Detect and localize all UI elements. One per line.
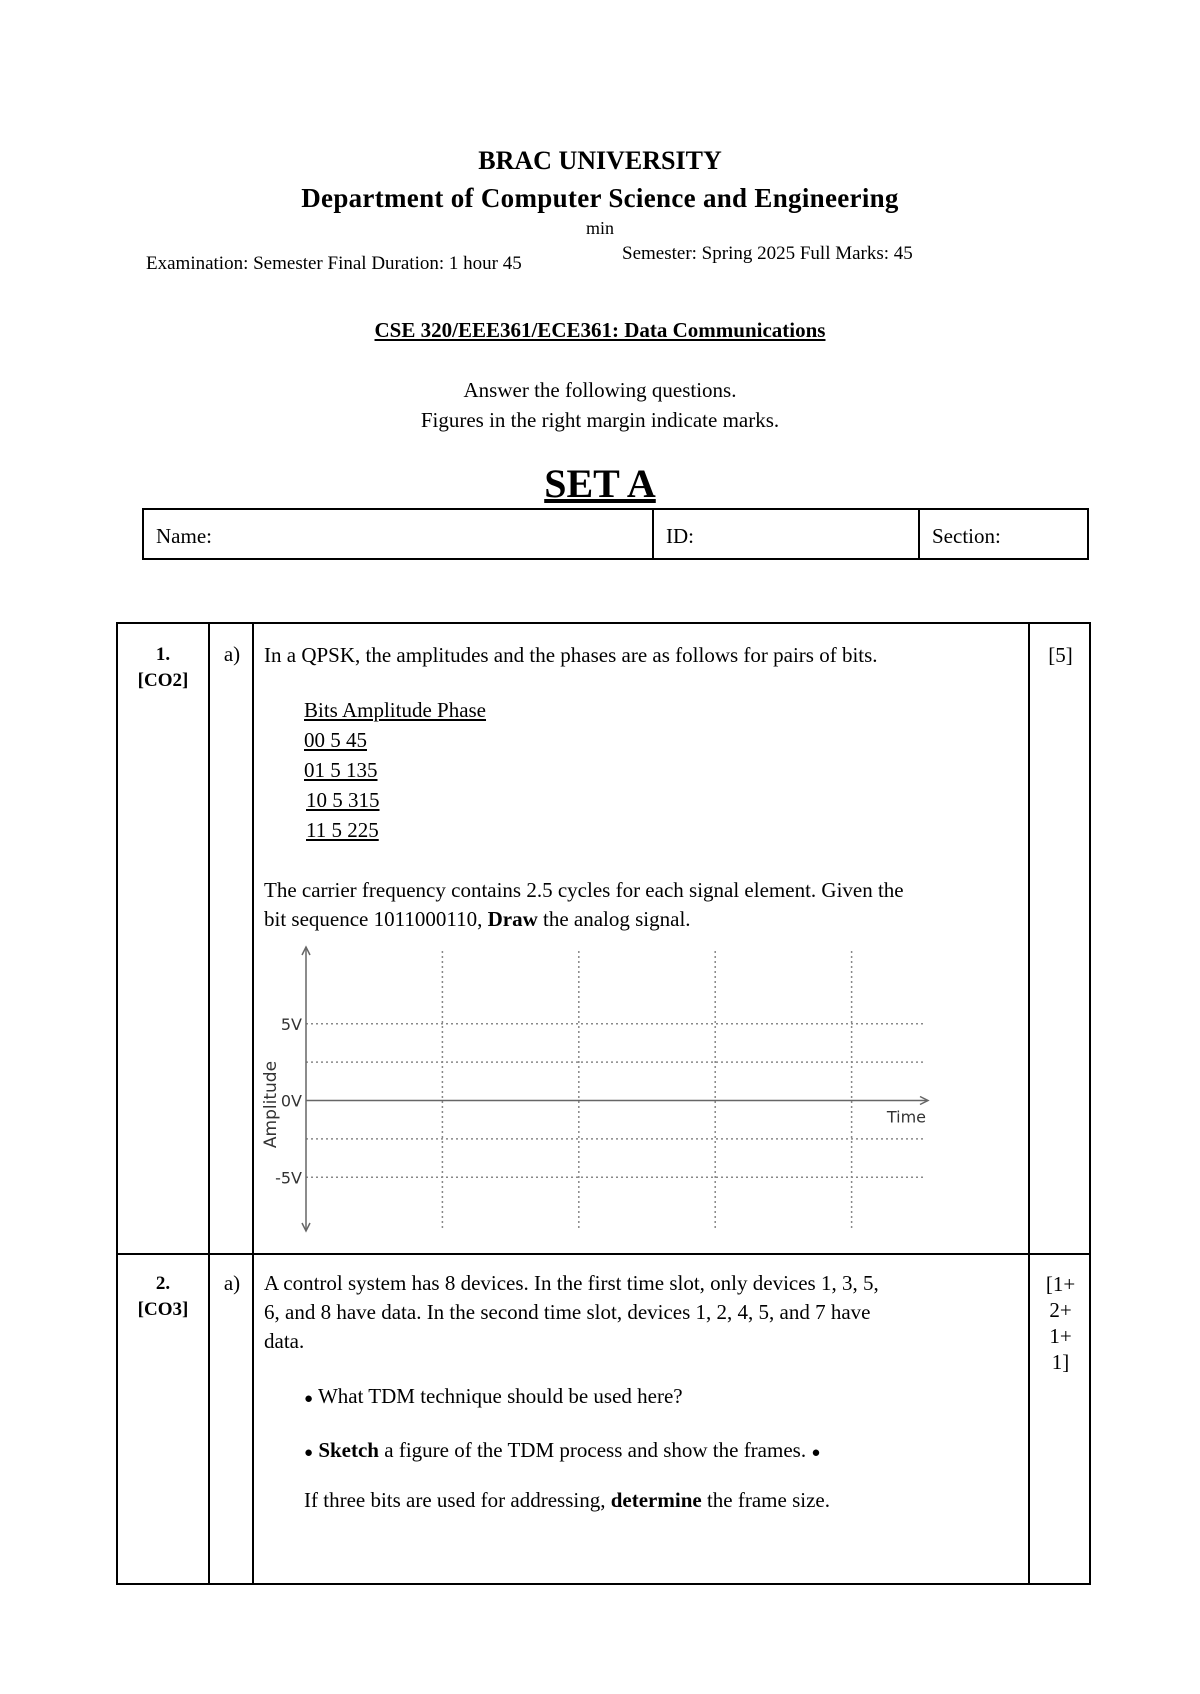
name-label: Name:: [156, 524, 212, 548]
x-axis-label: Time: [886, 1107, 926, 1127]
y-axis-label: Amplitude: [261, 1060, 281, 1149]
question-1-marks: [5]: [1048, 643, 1073, 667]
section-field[interactable]: [920, 510, 1087, 558]
body-text: If three bits are used for addressing,: [304, 1488, 611, 1512]
question-1-intro: In a QPSK, the amplitudes and the phases are as follows for pairs of bits.: [264, 643, 878, 667]
instruction-line-1: Answer the following questions.: [463, 378, 737, 402]
exam-duration-line: Examination: Semester Final Duration: 1 hour 45: [146, 253, 522, 274]
question-2-part: a): [223, 1271, 241, 1295]
university-name: BRAC UNIVERSITY: [478, 146, 722, 175]
draw-keyword: Draw: [487, 907, 538, 931]
qpsk-table-row: 01 5 135: [304, 758, 378, 782]
question-number: 2.: [155, 1273, 171, 1294]
instruction-line-2: Figures in the right margin indicate marks.: [420, 408, 780, 432]
question-2-line-1: A control system has 8 devices. In the first time slot, only devices 1, 3, 5,: [264, 1271, 879, 1295]
bullet-icon: ●: [304, 1445, 314, 1461]
marks-line: 1]: [1051, 1350, 1070, 1374]
question-number: 1.: [155, 644, 171, 665]
qpsk-table-row: 11 5 225: [306, 818, 379, 842]
body-text: the analog signal.: [537, 907, 691, 931]
y-tick-label: -5V: [275, 1168, 302, 1188]
set-title: SET A: [544, 461, 656, 506]
id-field[interactable]: [654, 510, 920, 558]
bullet-text: What TDM technique should be used here?: [317, 1384, 683, 1408]
chart-grid: [306, 951, 924, 1229]
semester-marks-line: Semester: Spring 2025 Full Marks: 45: [622, 243, 913, 264]
id-label: ID:: [666, 524, 694, 548]
bullet-text: a figure of the TDM process and show the frames.: [379, 1438, 807, 1462]
body-text: bit sequence 1011000110,: [264, 907, 488, 931]
question-2-bullet-1: [304, 1382, 1184, 1414]
bullet-icon: ●: [304, 1391, 314, 1407]
question-1-part: a): [223, 642, 241, 666]
marks-line: [1+: [1045, 1272, 1076, 1296]
y-tick-label: 0V: [280, 1091, 302, 1111]
row-divider: [118, 1253, 1089, 1255]
y-tick-label: 5V: [280, 1014, 302, 1034]
body-text: the frame size.: [701, 1488, 830, 1512]
section-label: Section:: [932, 524, 1001, 548]
bullet-icon: ●: [811, 1445, 821, 1461]
sketch-keyword: Sketch: [318, 1438, 379, 1462]
course-outcome: [CO3]: [137, 1299, 189, 1320]
question-2-bullet-2: [304, 1436, 1184, 1468]
duration-unit: min: [585, 218, 614, 238]
questions-table: [116, 622, 1091, 1585]
marks-line: 2+: [1049, 1298, 1072, 1322]
marks-line: 1+: [1049, 1324, 1072, 1348]
qpsk-table-row: 00 5 45: [304, 728, 367, 752]
question-2-line-2: 6, and 8 have data. In the second time slot, devices 1, 2, 4, 5, and 7 have: [264, 1300, 871, 1324]
determine-keyword: determine: [610, 1488, 702, 1512]
course-title: CSE 320/EEE361/ECE361: Data Communications: [374, 318, 826, 342]
name-field[interactable]: [144, 510, 654, 558]
department-name: Department of Computer Science and Engineering: [301, 183, 899, 213]
question-2-number: [118, 1271, 208, 1323]
student-info-box: [142, 508, 1089, 560]
question-1-number: [118, 642, 208, 694]
question-1-body-line-1: The carrier frequency contains 2.5 cycles for each signal element. Given the: [264, 878, 904, 902]
chart-axes: [302, 947, 928, 1231]
question-2-last-line: [304, 1486, 1184, 1515]
question-2-marks: [1030, 1271, 1091, 1375]
column-divider: [208, 624, 210, 1583]
course-outcome: [CO2]: [137, 670, 189, 691]
amplitude-time-chart: [252, 939, 992, 1239]
question-1-body-line-2: [264, 905, 1144, 934]
qpsk-table-header: Bits Amplitude Phase: [304, 698, 487, 722]
question-2-line-3: data.: [264, 1329, 305, 1353]
qpsk-table-row: 10 5 315: [306, 788, 380, 812]
